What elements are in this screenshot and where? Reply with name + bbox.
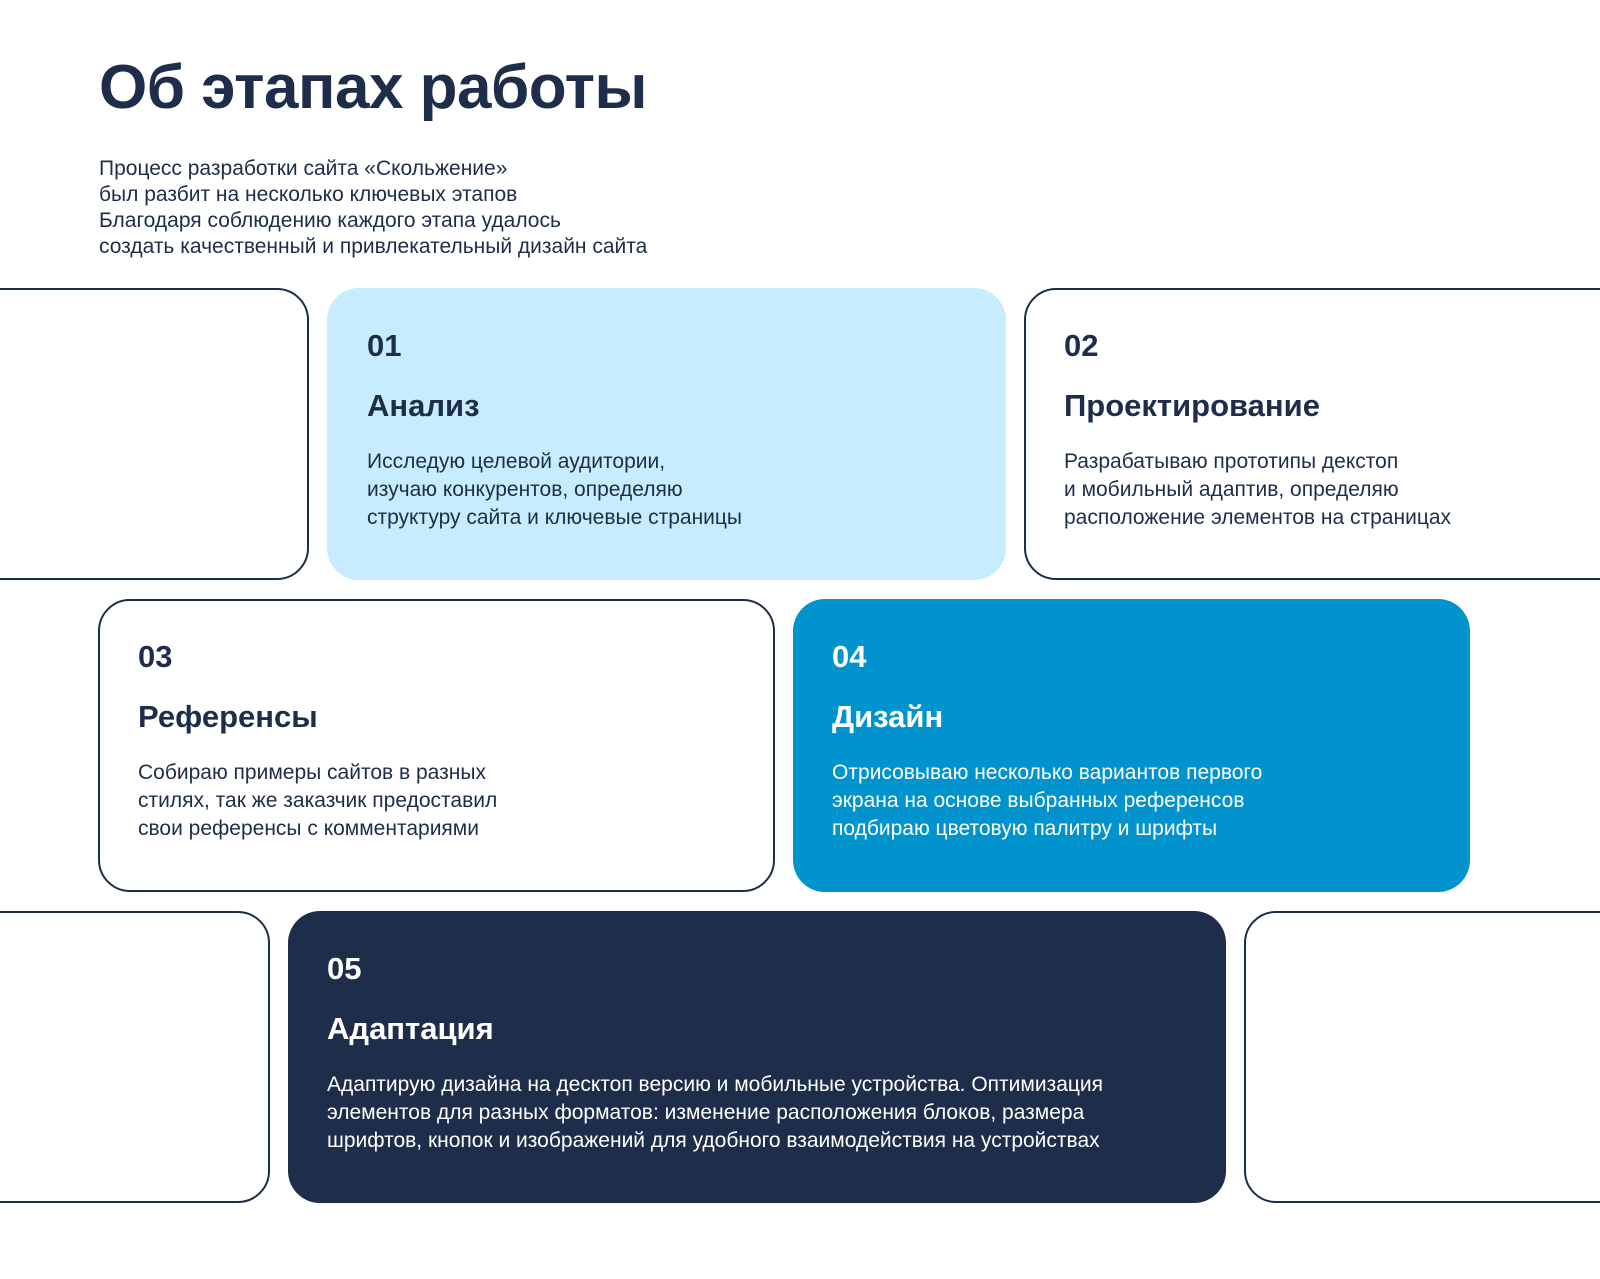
stage-description-line: Адаптирую дизайна на десктоп версию и мобильные устройства. Оптимизация bbox=[327, 1073, 1104, 1096]
stage-card-adaptation bbox=[288, 911, 1226, 1203]
intro-line: Процесс разработки сайта «Скольжение» bbox=[99, 157, 508, 180]
stage-description-line: расположение элементов на страницах bbox=[1064, 506, 1452, 529]
stage-description-line: элементов для разных форматов: изменение расположения блоков, размера bbox=[327, 1101, 1085, 1124]
stage-card-references bbox=[98, 599, 775, 892]
stage-description-line: Разрабатываю прототипы декстоп bbox=[1064, 450, 1399, 473]
stage-number: 02 bbox=[1064, 328, 1099, 363]
intro-text bbox=[99, 156, 647, 260]
stage-description-line: Отрисовываю несколько вариантов первого bbox=[832, 761, 1263, 784]
intro-line: Благодаря соблюдению каждого этапа удалось bbox=[99, 209, 561, 232]
decorative-card-left-row1 bbox=[0, 288, 309, 580]
stage-title: Дизайн bbox=[832, 699, 944, 734]
decorative-card-left-row3 bbox=[0, 911, 270, 1203]
decorative-card-right-row3 bbox=[1244, 911, 1600, 1203]
stage-description-line: шрифтов, кнопок и изображений для удобного взаимодействия на устройствах bbox=[327, 1129, 1100, 1152]
stage-description-line: Собираю примеры сайтов в разных bbox=[138, 761, 486, 784]
stage-card-design bbox=[793, 599, 1470, 892]
stage-description-line: Исследую целевой аудитории, bbox=[367, 450, 666, 473]
intro-line: создать качественный и привлекательный дизайн сайта bbox=[99, 235, 648, 258]
page-title: Об этапах работы bbox=[99, 53, 647, 122]
stage-description bbox=[138, 759, 497, 843]
stage-description-line: структуру сайта и ключевые страницы bbox=[367, 506, 743, 529]
stage-description bbox=[327, 1071, 1103, 1155]
stage-title: Референсы bbox=[138, 699, 318, 734]
stage-description bbox=[832, 759, 1262, 843]
stage-number: 03 bbox=[138, 639, 173, 674]
stage-number: 01 bbox=[367, 328, 402, 363]
stage-title: Проектирование bbox=[1064, 388, 1320, 423]
stage-description-line: изучаю конкурентов, определяю bbox=[367, 478, 683, 501]
stage-description-line: свои референсы с комментариями bbox=[138, 817, 479, 840]
stage-number: 05 bbox=[327, 951, 362, 986]
intro-line: был разбит на несколько ключевых этапов bbox=[99, 183, 518, 206]
stage-description-line: стилях, так же заказчик предоставил bbox=[138, 789, 498, 812]
stage-description-line: экрана на основе выбранных референсов bbox=[832, 789, 1245, 812]
stage-description bbox=[367, 448, 742, 532]
stage-description bbox=[1064, 448, 1451, 532]
stage-card-analysis bbox=[327, 288, 1006, 580]
stage-description-line: и мобильный адаптив, определяю bbox=[1064, 478, 1399, 501]
stage-number: 04 bbox=[832, 639, 867, 674]
stage-title: Анализ bbox=[367, 388, 480, 423]
stage-title: Адаптация bbox=[327, 1011, 494, 1046]
stage-card-design-planning bbox=[1024, 288, 1600, 580]
stage-description-line: подбираю цветовую палитру и шрифты bbox=[832, 817, 1218, 840]
